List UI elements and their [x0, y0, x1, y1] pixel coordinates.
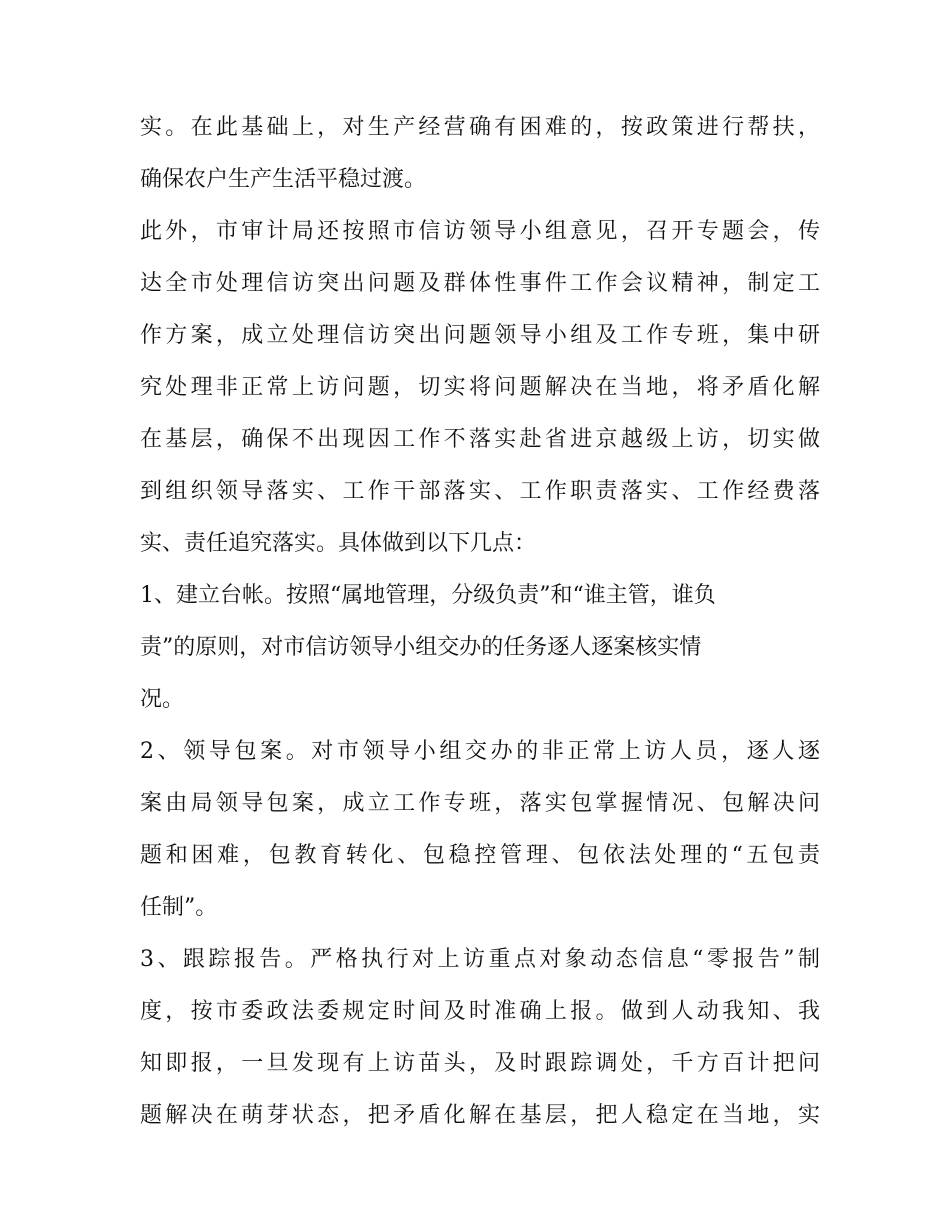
text-line: 况。 — [140, 687, 185, 712]
text-line: 达全市处理信访突出问题及群体性事件工作会议精神，制定工 — [140, 271, 820, 296]
text-line: 此外，市审计局还按照市信访领导小组意见，召开专题会，传 — [140, 219, 820, 244]
text-line: 实、责任追究落实。具体做到以下几点： — [140, 531, 537, 556]
text-line: 实。在此基础上，对生产经营确有困难的，按政策进行帮扶， — [140, 115, 820, 140]
text-line: 1、建立台帐。按照“属地管理，分级负责”和“谁主管，谁负 — [140, 583, 716, 608]
text-line: 到组织领导落实、工作干部落实、工作职责落实、工作经费落 — [140, 479, 820, 504]
text-line: 在基层，确保不出现因工作不落实赴省进京越级上访，切实做 — [140, 427, 820, 452]
text-line: 究处理非正常上访问题，切实将问题解决在当地，将矛盾化解 — [140, 375, 820, 400]
text-line: 2、领导包案。对市领导小组交办的非正常上访人员，逐人逐 — [140, 739, 820, 764]
text-line: 题和困难，包教育转化、包稳控管理、包依法处理的“五包责 — [140, 843, 820, 868]
text-line: 知即报，一旦发现有上访苗头，及时跟踪调处，千方百计把问 — [140, 1051, 820, 1076]
text-line: 作方案，成立处理信访突出问题领导小组及工作专班，集中研 — [140, 323, 820, 348]
text-line: 确保农户生产生活平稳过渡。 — [140, 167, 427, 192]
text-line: 题解决在萌芽状态，把矛盾化解在基层，把人稳定在当地，实 — [140, 1103, 820, 1128]
document-body — [140, 102, 820, 1142]
text-line: 任制”。 — [140, 895, 218, 920]
text-line: 责”的原则，对市信访领导小组交办的任务逐人逐案核实情 — [140, 635, 702, 660]
text-line: 度，按市委政法委规定时间及时准确上报。做到人动我知、我 — [140, 999, 820, 1024]
text-line: 案由局领导包案，成立工作专班，落实包掌握情况、包解决问 — [140, 791, 820, 816]
text-line: 3、跟踪报告。严格执行对上访重点对象动态信息“零报告”制 — [140, 947, 820, 972]
